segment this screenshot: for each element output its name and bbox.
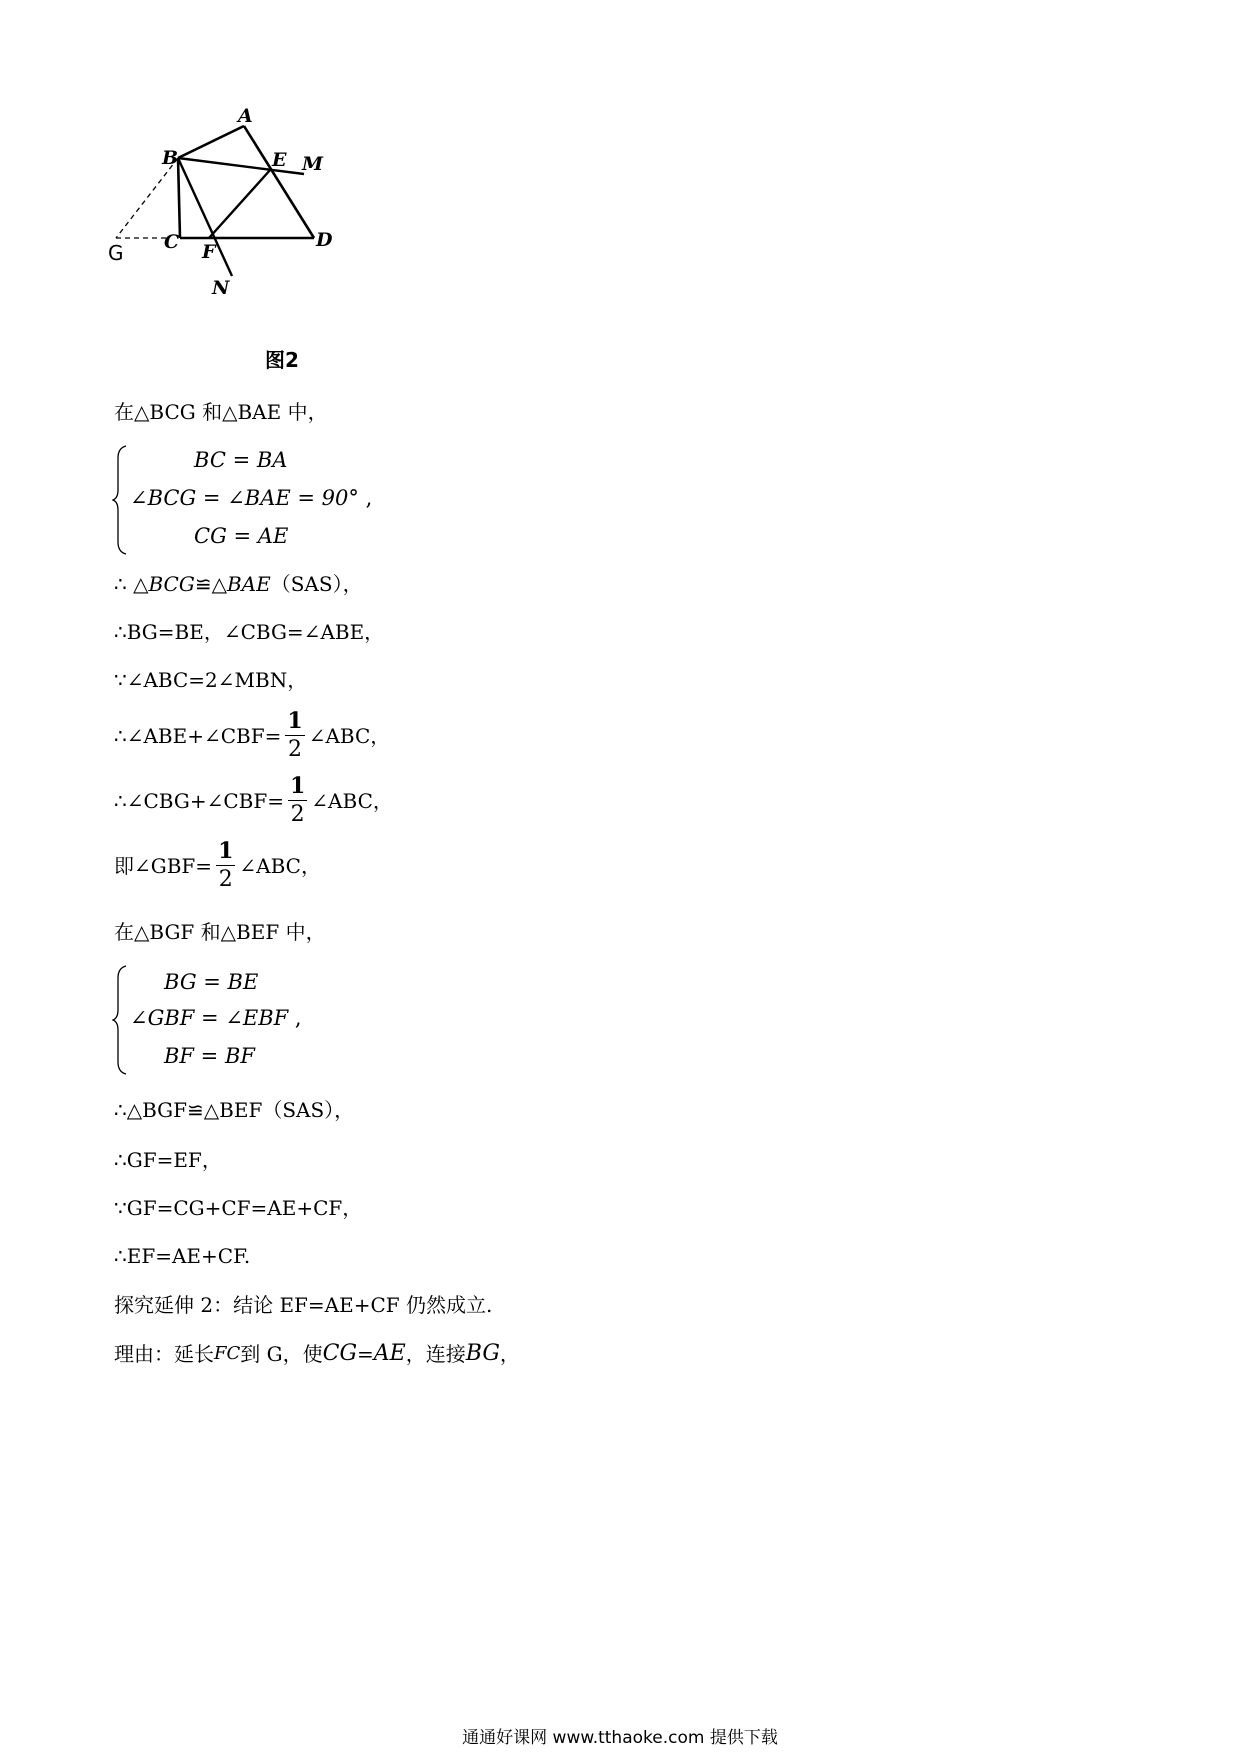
label-g: G xyxy=(108,241,124,265)
fraction-denominator: 2 xyxy=(218,867,233,892)
text-line-7 xyxy=(114,840,321,891)
left-brace-icon xyxy=(112,444,132,556)
text-line-11: ∵GF=CG+CF=AE+CF， xyxy=(114,1196,363,1220)
line14-ae: AE xyxy=(373,1341,406,1366)
system2-row2-eq: ∠GBF = ∠EBF xyxy=(130,1006,289,1030)
system2-row3: BF = BF xyxy=(164,1044,255,1068)
label-a: A xyxy=(238,105,253,127)
system1-row3: CG = AE xyxy=(194,524,289,548)
geometry-figure xyxy=(108,105,398,332)
line14-c: 到 G，使 xyxy=(240,1342,323,1366)
line14-eq: = xyxy=(357,1342,374,1366)
system2-row2 xyxy=(130,1004,302,1032)
left-brace-icon xyxy=(112,964,132,1076)
text-line-12: ∴EF=AE+CF. xyxy=(114,1244,251,1268)
line7-left: 即∠GBF= xyxy=(114,853,213,878)
fraction-numerator: 1 xyxy=(287,708,303,734)
equation-system-1 xyxy=(112,444,432,556)
text-line-14 xyxy=(114,1340,520,1368)
text-line-3: ∴BG=BE，∠CBG=∠ABE， xyxy=(114,620,385,644)
line14-i: ， xyxy=(499,1342,520,1366)
line2-sas: （SAS）， xyxy=(270,572,363,596)
fraction-half xyxy=(288,775,307,826)
fraction-denominator: 2 xyxy=(290,802,305,827)
segment-bc xyxy=(178,158,180,238)
fraction-denominator: 2 xyxy=(288,737,303,762)
line2-bae: BAE xyxy=(226,572,271,596)
system1-row2-eq: ∠BCG = ∠BAE = 90° xyxy=(130,486,359,510)
fraction-half xyxy=(285,710,304,761)
line7-right: ∠ABC， xyxy=(239,853,321,878)
system2-row2-tail: , xyxy=(288,1006,302,1030)
segment-ef xyxy=(209,169,271,238)
text-line-2 xyxy=(114,570,363,598)
line5-right: ∠ABC， xyxy=(308,723,391,748)
label-e: E xyxy=(272,149,287,171)
system2-row1: BG = BE xyxy=(164,970,259,994)
equation-system-2 xyxy=(112,964,372,1076)
label-f: F xyxy=(202,241,216,263)
segment-ad xyxy=(244,126,314,238)
line14-fc: FC xyxy=(214,1343,241,1364)
system1-row2-tail: , xyxy=(358,486,373,510)
line6-right: ∠ABC， xyxy=(311,788,393,813)
line2-bcg: BCG xyxy=(148,572,195,596)
label-b: B xyxy=(162,147,179,169)
text-line-6 xyxy=(114,775,393,826)
label-c: C xyxy=(164,231,180,253)
text-line-8: 在△BGF 和△BEF 中， xyxy=(114,920,326,944)
fraction-numerator: 1 xyxy=(289,773,306,799)
dashed-line-bg xyxy=(116,158,178,238)
line6-left: ∴∠CBG+∠CBF= xyxy=(114,788,284,813)
line2-therefore: ∴ △ xyxy=(114,572,149,596)
page-footer: 通通好课网 www.tthaoke.com 提供下载 xyxy=(462,1728,778,1748)
line14-cg: CG xyxy=(322,1341,358,1366)
label-n: N xyxy=(212,277,230,299)
text-line-5 xyxy=(114,710,390,761)
fraction-half xyxy=(216,840,235,891)
label-m: M xyxy=(302,153,324,175)
segment-ab xyxy=(178,126,244,158)
line14-a: 理由：延长 xyxy=(114,1342,214,1366)
text-line-9: ∴△BGF≌△BEF（SAS）， xyxy=(114,1098,355,1122)
text-line-13: 探究延伸 2：结论 EF=AE+CF 仍然成立. xyxy=(114,1293,493,1317)
line2-congruent: ≌△ xyxy=(194,572,227,596)
system1-row1: BC = BA xyxy=(194,448,288,472)
line5-left: ∴∠ABE+∠CBF= xyxy=(114,723,282,748)
figure-caption: 图2 xyxy=(265,348,299,372)
fraction-numerator: 1 xyxy=(218,838,234,864)
text-line-1: 在△BCG 和△BAE 中， xyxy=(114,400,328,424)
text-line-4: ∵∠ABC=2∠MBN， xyxy=(114,668,308,692)
line14-g: ，连接 xyxy=(405,1342,466,1366)
label-d: D xyxy=(316,229,333,251)
system1-row2 xyxy=(130,484,372,512)
text-line-10: ∴GF=EF， xyxy=(114,1148,222,1172)
geometry-diagram xyxy=(108,105,398,332)
line14-bg: BG xyxy=(465,1341,500,1366)
